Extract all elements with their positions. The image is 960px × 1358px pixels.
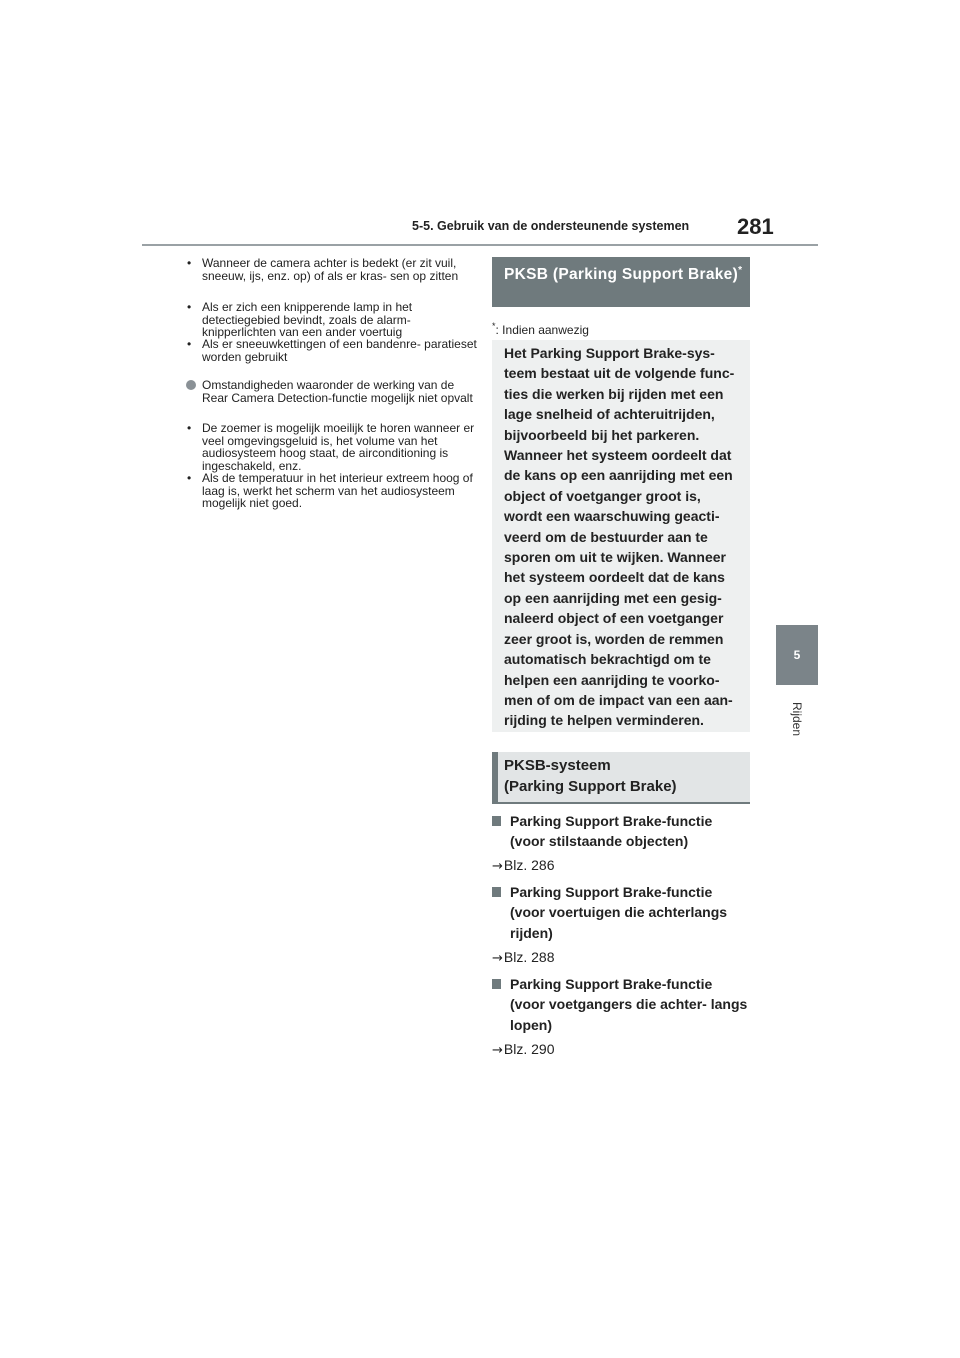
page-reference[interactable]: →Blz. 288: [492, 949, 555, 966]
intro-text: Het Parking Support Brake-sys- teem bestaat uit de volgende func- ties die werken bij rijden met een lage snelheid of achteruitrijden, bijvoorbeeld bij het parkeren. Wanneer het systeem oordeelt dat de kans op een aanrijding met een object of voetganger groot is, wordt een waarschuwing geacti- veerd om de bestuurder aan te sporen om uit te wijken. Wanneer het systeem oordeelt dat de kans op een aanrijding met een gesig- naleerd object of een voetganger zeer groot is, worden de remmen automatisch bekrachtigd om te helpen een aanrijding te voorko- men of om de impact van een aan- rijding te helpen verminderen.: [504, 345, 735, 729]
square-bullet-icon: [492, 816, 501, 826]
list-item: • Als er sneeuwkettingen of een bandenre- paratieset worden gebruikt: [187, 337, 477, 364]
page-number: 281: [737, 214, 774, 239]
list-item: • De zoemer is mogelijk moeilijk te horen wanneer er veel omgevingsgeluid is, het volume van het audiosysteem hoog staat, de airconditioning is ingeschakeld, enz.: [187, 421, 475, 473]
list-item: • Als er zich een knipperende lamp in het detectiegebied bevindt, zoals de alarm- knipperlichten van een ander voertuig: [187, 300, 413, 339]
list-item: • Als de temperatuur in het interieur extreem hoog of laag is, werkt het scherm van het audiosysteem mogelijk niet goed.: [187, 471, 473, 510]
pksb-heading: PKSB (Parking Support Brake)*: [492, 257, 750, 307]
square-bullet-icon: [492, 979, 501, 989]
circle-bullet-icon: [186, 380, 196, 390]
chapter-tab: 5: [776, 625, 818, 685]
chapter-label: Rijden: [790, 701, 804, 737]
arrow-right-icon: →: [492, 1043, 503, 1058]
function-title: Parking Support Brake-functie (voor stilstaande objecten): [492, 811, 750, 852]
system-heading: PKSB-systeem (Parking Support Brake): [492, 752, 750, 804]
intro-box: [492, 340, 750, 732]
list-item: • Wanneer de camera achter is bedekt (er zit vuil, sneeuw, ijs, enz. op) of als er kras- sen op zitten: [187, 256, 459, 283]
footnote: *: Indien aanwezig: [492, 321, 589, 337]
square-bullet-icon: [492, 887, 501, 897]
function-title: Parking Support Brake-functie (voor voertuigen die achterlangs rijden): [492, 882, 750, 943]
section-title: 5-5. Gebruik van de ondersteunende systemen: [412, 219, 690, 233]
arrow-right-icon: →: [492, 951, 503, 966]
function-title: Parking Support Brake-functie (voor voetgangers die achter- langs lopen): [492, 974, 750, 1035]
left-column: [187, 257, 477, 537]
header-divider: [142, 244, 818, 246]
page-reference[interactable]: →Blz. 290: [492, 1041, 555, 1058]
arrow-right-icon: →: [492, 859, 503, 874]
circle-list-item: Omstandigheden waaronder de werking van de Rear Camera Detection-functie mogelijk niet opvalt: [187, 379, 477, 404]
page-reference[interactable]: →Blz. 286: [492, 857, 555, 874]
